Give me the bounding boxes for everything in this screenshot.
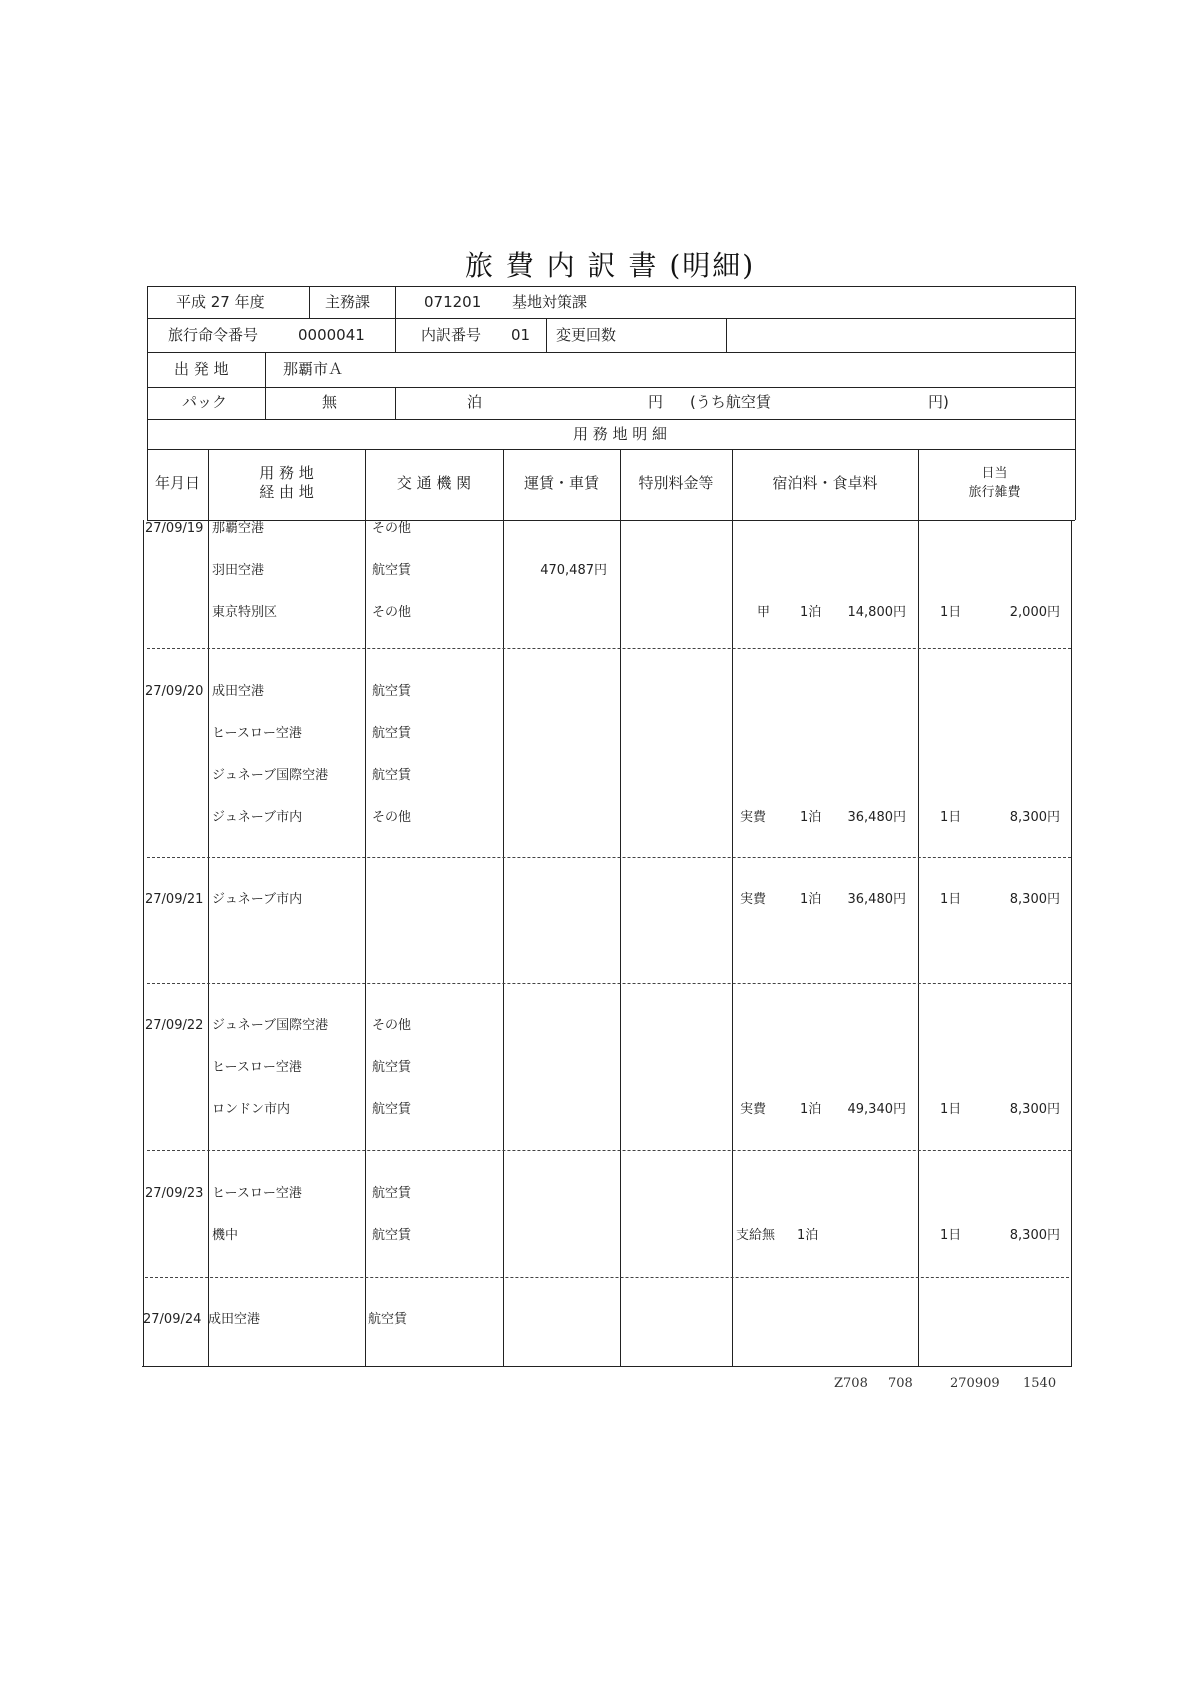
row-lodging-amount: 36,480円	[847, 810, 906, 825]
row-transport: その他	[372, 605, 412, 620]
table-border-top	[147, 286, 1075, 287]
row-place: ジュネーブ市内	[212, 810, 303, 825]
column-header-bottom-line	[147, 520, 1075, 521]
day-separator	[147, 648, 1071, 649]
order-label: 旅行命令番号	[168, 326, 259, 344]
row-daily-days: 1日	[940, 892, 962, 907]
cell-divider	[265, 352, 266, 387]
row-date: 27/09/24	[143, 1312, 202, 1327]
cell-divider	[395, 318, 396, 352]
row-date: 27/09/21	[145, 892, 204, 907]
header-row-line	[147, 449, 1075, 450]
col-header-place: 用 務 地	[259, 464, 314, 482]
row-daily-amount: 8,300円	[1009, 1228, 1060, 1243]
row-lodging-nights: 1泊	[800, 1102, 822, 1117]
row-fare: 470,487円	[540, 563, 607, 578]
cell-divider	[395, 286, 396, 318]
column-divider	[208, 449, 209, 1366]
row-lodging-nights: 1泊	[800, 810, 822, 825]
row-lodging-amount: 14,800円	[847, 605, 906, 620]
breakdown-number: 01	[511, 326, 531, 344]
col-header-date: 年月日	[154, 474, 200, 492]
row-place: 羽田空港	[212, 563, 265, 578]
row-place: 成田空港	[212, 684, 265, 699]
row-place: 東京特別区	[212, 605, 278, 620]
row-daily-days: 1日	[940, 810, 962, 825]
row-place: ヒースロー空港	[212, 726, 302, 741]
row-transport: 航空賃	[372, 1060, 412, 1075]
row-place: ヒースロー空港	[212, 1186, 302, 1201]
row-daily-days: 1日	[940, 605, 962, 620]
row-place: ヒースロー空港	[212, 1060, 302, 1075]
row-transport: 航空賃	[372, 684, 412, 699]
departure-place: 那覇市Ａ	[283, 360, 344, 378]
row-lodging-type: 実費	[740, 1102, 767, 1117]
dept-code: 071201	[424, 293, 482, 311]
day-separator	[147, 1150, 1071, 1151]
departure-label: 出 発 地	[174, 360, 229, 378]
header-row-line	[147, 419, 1075, 420]
row-daily-amount: 8,300円	[1009, 892, 1060, 907]
table-border-left	[143, 520, 144, 1366]
row-date: 27/09/20	[145, 684, 204, 699]
row-date: 27/09/22	[145, 1018, 204, 1033]
row-daily-amount: 8,300円	[1009, 1102, 1060, 1117]
pack-nights: 泊	[467, 393, 483, 411]
row-daily-amount: 2,000円	[1009, 605, 1060, 620]
row-lodging-nights: 1泊	[800, 892, 822, 907]
footer-code: 1540	[1023, 1376, 1057, 1391]
pack-airfare-close: 円)	[928, 393, 949, 411]
row-place: 機中	[212, 1228, 239, 1243]
row-date: 27/09/19	[145, 521, 204, 536]
column-divider	[365, 449, 366, 1366]
row-place: ロンドン市内	[212, 1102, 291, 1117]
row-daily-days: 1日	[940, 1102, 962, 1117]
breakdown-label: 内訳番号	[421, 326, 482, 344]
dept-name: 基地対策課	[512, 293, 588, 311]
cell-divider	[265, 387, 266, 419]
cell-divider	[546, 318, 547, 352]
row-place: 那覇空港	[212, 521, 265, 536]
row-transport: その他	[372, 1018, 412, 1033]
row-daily-amount: 8,300円	[1009, 810, 1060, 825]
row-lodging-type: 実費	[740, 810, 767, 825]
row-transport: 航空賃	[368, 1312, 408, 1327]
pack-value: 無	[322, 393, 338, 411]
col-header-special: 特別料金等	[638, 474, 714, 492]
section-title: 用 務 地 明 細	[572, 425, 668, 443]
row-transport: 航空賃	[372, 768, 412, 783]
column-divider	[620, 449, 621, 1366]
column-divider	[732, 449, 733, 1366]
table-border-bottom	[142, 1366, 1072, 1367]
row-lodging-type: 支給無	[736, 1228, 776, 1243]
row-lodging-type: 実費	[740, 892, 767, 907]
row-lodging-type: 甲	[757, 605, 771, 620]
row-lodging-amount: 49,340円	[847, 1102, 906, 1117]
pack-yen: 円	[648, 393, 664, 411]
col-header-fare: 運賃・車賃	[523, 474, 599, 492]
row-lodging-amount: 36,480円	[847, 892, 906, 907]
document-title: 旅 費 内 訳 書 (明細)	[464, 249, 756, 282]
col-header-misc: 旅行雑費	[968, 485, 1021, 500]
header-row-line	[147, 318, 1075, 319]
day-separator	[145, 1277, 1069, 1278]
row-daily-days: 1日	[940, 1228, 962, 1243]
order-number: 0000041	[298, 326, 365, 344]
footer-code: 270909	[950, 1376, 1000, 1391]
day-separator	[147, 857, 1071, 858]
row-date: 27/09/23	[145, 1186, 204, 1201]
day-separator	[147, 983, 1071, 984]
row-place: ジュネーブ市内	[212, 892, 303, 907]
table-border-right	[1075, 286, 1076, 520]
row-transport: 航空賃	[372, 1228, 412, 1243]
row-lodging-nights: 1泊	[797, 1228, 819, 1243]
column-divider	[918, 449, 919, 1366]
fiscal-year: 平成 27 年度	[176, 293, 265, 311]
row-place: ジュネーブ国際空港	[212, 1018, 329, 1033]
row-transport: 航空賃	[372, 1186, 412, 1201]
table-border-right	[1071, 520, 1072, 1366]
col-header-lodging: 宿泊料・食卓料	[772, 474, 878, 492]
header-row-line	[147, 352, 1075, 353]
cell-divider	[309, 286, 310, 318]
row-lodging-nights: 1泊	[800, 605, 822, 620]
row-transport: 航空賃	[372, 563, 412, 578]
pack-label: パック	[182, 393, 228, 411]
footer-code: Z708	[834, 1376, 868, 1391]
col-header-daily: 日当	[981, 466, 1008, 481]
row-transport: 航空賃	[372, 1102, 412, 1117]
row-transport: その他	[372, 521, 412, 536]
row-place: ジュネーブ国際空港	[212, 768, 329, 783]
dept-label: 主務課	[325, 293, 371, 311]
column-divider	[503, 449, 504, 1366]
cell-divider	[726, 318, 727, 352]
cell-divider	[395, 387, 396, 419]
row-transport: 航空賃	[372, 726, 412, 741]
change-count-label: 変更回数	[556, 326, 617, 344]
pack-airfare-label: (うち航空賃	[690, 393, 771, 411]
header-row-line	[147, 387, 1075, 388]
col-header-transport: 交 通 機 関	[396, 474, 472, 492]
row-transport: その他	[372, 810, 412, 825]
col-header-via: 経 由 地	[259, 483, 314, 501]
row-place: 成田空港	[208, 1312, 261, 1327]
footer-code: 708	[888, 1376, 913, 1391]
